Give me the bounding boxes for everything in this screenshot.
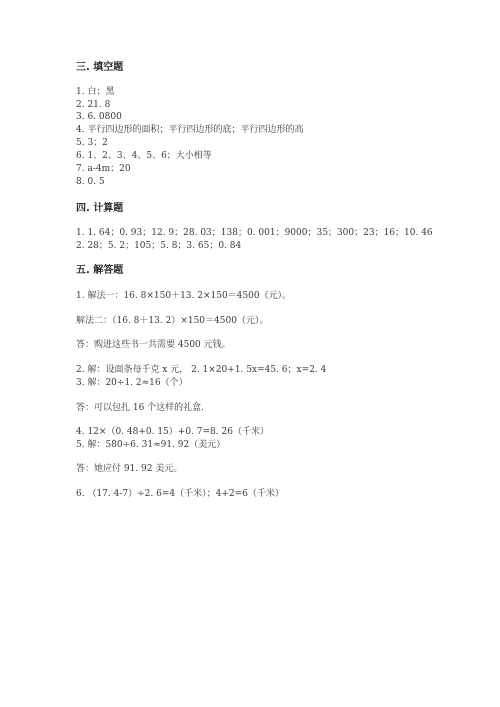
section-5-answer-4: 4. 12×（0. 48+0. 15）+0. 7=8. 26（千米） (76, 427, 269, 437)
section-3-answer-3: 3. 6. 0800 (76, 112, 122, 122)
section-5-answer-3-conclusion: 答：可以包扎 16 个这样的礼盒. (76, 403, 205, 413)
section-3-answer-7: 7. a-4m；20 (76, 164, 131, 174)
section-5-answer-1-method-1: 1. 解法一：16. 8×150＋13. 2×150＝4500（元）。 (76, 291, 292, 301)
section-4-heading: 四. 计算题 (76, 203, 124, 214)
section-3-answer-4: 4. 平行四边形的面积；平行四边形的底；平行四边形的高 (76, 125, 304, 135)
section-5-answer-6: 6. （17. 4-7）÷2. 6=4（千米）；4+2=6（千米） (76, 489, 284, 499)
section-5-answer-1-method-2: 解法二：（16. 8＋13. 2）×150＝4500（元）。 (76, 316, 269, 326)
section-3-answer-2: 2. 21. 8 (76, 100, 111, 110)
section-5-answer-3: 3. 解：20÷1. 2≈16（个） (76, 378, 188, 388)
section-5-answer-5: 5. 解：580÷6. 31≈91. 92（美元） (76, 440, 226, 450)
section-3-heading: 三. 填空题 (76, 62, 124, 73)
section-5-answer-5-conclusion: 答：她应付 91. 92 美元。 (76, 464, 183, 474)
section-4-answer-1: 1. 1. 64；0. 93；12. 9；28. 03；138；0. 001；9000；35；300；23；16；10. 46 (76, 228, 433, 238)
section-5-answer-1-conclusion: 答：购进这些书一共需要 4500 元钱。 (76, 340, 231, 350)
section-5-heading: 五. 解答题 (76, 265, 124, 276)
section-3-answer-5: 5. 3；2 (76, 138, 108, 148)
section-3-answer-8: 8. 0. 5 (76, 177, 105, 187)
section-4-answer-2: 2. 28；5. 2；105；5. 8；3. 65；0. 84 (76, 241, 242, 251)
section-3-answer-6: 6. 1、2、3、4、5、6；大小相等 (76, 151, 212, 161)
section-3-answer-1: 1. 白；黑 (76, 87, 115, 97)
section-5-answer-2: 2. 解：设面条每千克 x 元， 2. 1×20+1. 5x=45. 6；x=2. 4 (76, 365, 327, 375)
